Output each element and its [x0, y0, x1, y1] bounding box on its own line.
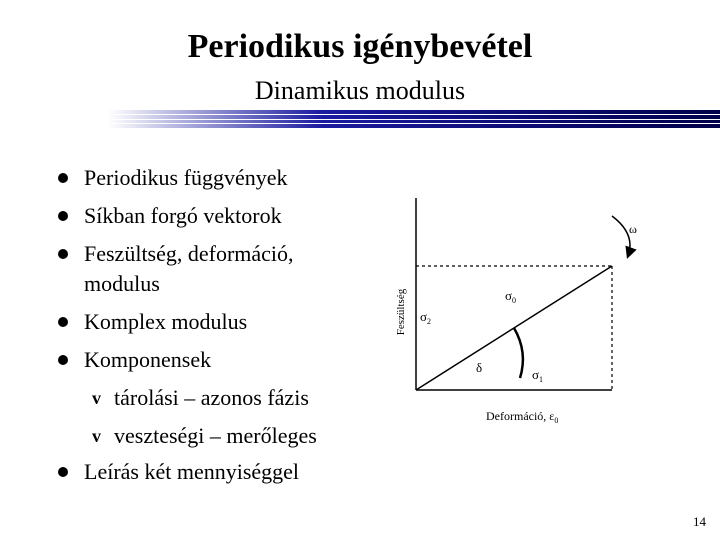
sigma1-label: $\sigma_1$: [532, 367, 544, 384]
bullet-item: Síkban forgó vektorok: [84, 203, 282, 228]
slide-title: Periodikus igénybevétel: [187, 28, 533, 65]
bullet-item: Leírás két mennyiséggel: [84, 459, 300, 484]
bullet-item-continued: modulus: [84, 271, 160, 296]
sub-bullet-marker: v: [92, 388, 101, 408]
sigma0-label: $\sigma_0$: [505, 288, 517, 305]
sub-bullet-marker: v: [92, 426, 101, 446]
bullet-item: Periodikus függvények: [84, 165, 288, 190]
omega-rotation-arrow: [612, 216, 630, 256]
sub-bullet-item: veszteségi – merőleges: [114, 423, 317, 448]
bullet-item: Feszültség, deformáció,: [84, 241, 294, 266]
delta-angle-arc: [514, 328, 523, 378]
delta-label: δ: [476, 360, 483, 375]
bullet-item: Komponensek: [84, 347, 212, 372]
x-axis-label: Deformáció, $\varepsilon_0$: [486, 409, 559, 425]
sub-bullet-item: tárolási – azonos fázis: [114, 385, 309, 410]
sigma2-label: $\sigma_2$: [420, 309, 432, 326]
page-number: 14: [693, 514, 706, 529]
bullet-item: Komplex modulus: [84, 309, 248, 334]
omega-label: ω: [629, 222, 637, 236]
slide-subtitle: Dinamikus modulus: [254, 76, 466, 105]
y-axis-label: Feszültség: [395, 288, 407, 336]
